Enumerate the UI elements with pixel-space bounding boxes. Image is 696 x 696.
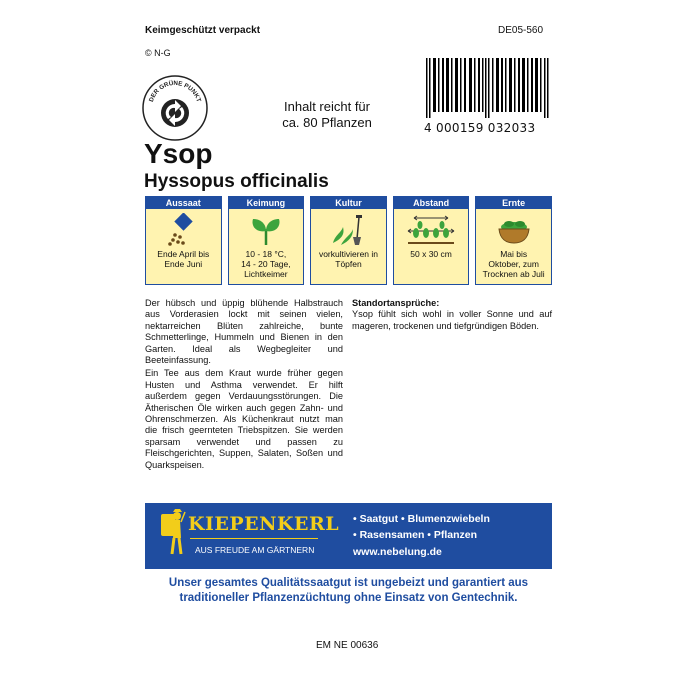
panel-harvest bbox=[475, 196, 552, 285]
description-paragraph-2: Ein Tee aus dem Kraut wurde früher gegen Husten und Asthma verwendet. Er hilft außerdem gegen Verdauungsstörungen. Die Ätherischen Öle wirken auch gegen Zahn- und Ohrenschmerzen. Als Küchenkraut nutzt man die frisch geernteten Triebspitzen. Sie werden sparsam verwendet und passen zu Fleischgerichten, Suppen, Salaten, Soßen und Quarkspeisen. bbox=[145, 368, 343, 470]
panel-line: Ende April bis bbox=[157, 249, 210, 259]
spacing-icon bbox=[406, 213, 456, 247]
panel-sowing bbox=[145, 196, 222, 285]
harvest-bowl-icon bbox=[489, 213, 539, 247]
panel-spacing bbox=[393, 196, 470, 285]
panel-head: Ernte bbox=[476, 197, 551, 209]
panel-head: Abstand bbox=[394, 197, 469, 209]
product-code: DE05-560 bbox=[498, 25, 544, 36]
panel-line: Töpfen bbox=[335, 259, 362, 269]
copyright-note: © N-G bbox=[145, 48, 171, 58]
panel-line: vorkultivieren in bbox=[318, 249, 379, 259]
brand-name: KIEPENKERL bbox=[188, 513, 340, 535]
panel-text bbox=[311, 249, 385, 269]
sprout-icon bbox=[241, 213, 291, 247]
content-note-line1: Inhalt reicht für bbox=[284, 99, 370, 114]
panel-head: Kultur bbox=[311, 197, 386, 209]
location-column bbox=[352, 298, 552, 334]
description-column bbox=[145, 298, 343, 473]
panel-germination bbox=[228, 196, 305, 285]
content-note bbox=[267, 99, 387, 131]
content-note-line2: ca. 80 Pflanzen bbox=[282, 115, 372, 130]
barcode bbox=[424, 58, 550, 118]
banner-line-2: • Rasensamen • Pflanzen bbox=[353, 529, 478, 541]
location-title: Standortansprüche: bbox=[352, 298, 440, 308]
panel-text bbox=[477, 249, 551, 279]
em-code: EM NE 00636 bbox=[316, 640, 379, 651]
panel-text bbox=[229, 249, 303, 279]
website-link[interactable]: www.nebelung.de bbox=[353, 546, 442, 558]
panel-text bbox=[394, 249, 468, 259]
description-paragraph-1: Der hübsch und üppig blühende Halbstrauch aus Vorderasien lockt mit seinen vielen, nektarreichen Blüten zahlreiche, bunte Schmetterlinge, Hummeln und Bienen in den Garten. Ideal als Wegbegleiter und Beeteinfassung. bbox=[145, 298, 343, 366]
packaging-note: Keimgeschützt verpackt bbox=[145, 25, 261, 36]
panel-line: Oktober, zum bbox=[488, 259, 539, 269]
product-latin-name: Hyssopus officinalis bbox=[144, 171, 329, 192]
panel-text bbox=[146, 249, 220, 269]
seed-sowing-icon bbox=[158, 213, 208, 247]
panel-line: Lichtkeimer bbox=[244, 269, 288, 279]
info-panels bbox=[145, 196, 552, 285]
green-dot-icon bbox=[142, 75, 208, 141]
product-title: Ysop bbox=[144, 138, 213, 169]
quality-statement: Unser gesamtes Qualitätssaatgut ist ungebeizt und garantiert aus traditioneller Pflanzenzüchtung ohne Einsatz von Gentechnik. bbox=[168, 577, 529, 604]
panel-head: Aussaat bbox=[146, 197, 221, 209]
panel-line: 50 x 30 cm bbox=[410, 249, 452, 259]
brand-tagline: AUS FREUDE AM GÄRTNERN bbox=[195, 545, 315, 555]
kiepenkerl-figure-icon bbox=[158, 508, 186, 556]
panel-line: Mai bis bbox=[500, 249, 528, 259]
banner-line-1: • Saatgut • Blumenzwiebeln bbox=[353, 513, 490, 525]
panel-line: Ende Juni bbox=[164, 259, 203, 269]
barcode-number: 4 000159 032033 bbox=[424, 121, 536, 135]
brand-underline bbox=[190, 538, 318, 539]
location-text: Ysop fühlt sich wohl in voller Sonne und auf mageren, trockenen und tiefgründigen Böden. bbox=[352, 309, 552, 331]
panel-culture bbox=[310, 196, 387, 285]
green-dot-label: DER GRÜNE PUNKT bbox=[147, 79, 203, 103]
panel-line: 10 - 18 °C, bbox=[245, 249, 287, 259]
panel-line: 14 - 20 Tage, bbox=[241, 259, 291, 269]
panel-head: Keimung bbox=[229, 197, 304, 209]
spade-seedling-icon bbox=[323, 213, 373, 247]
panel-line: Trocknen ab Juli bbox=[482, 269, 545, 279]
